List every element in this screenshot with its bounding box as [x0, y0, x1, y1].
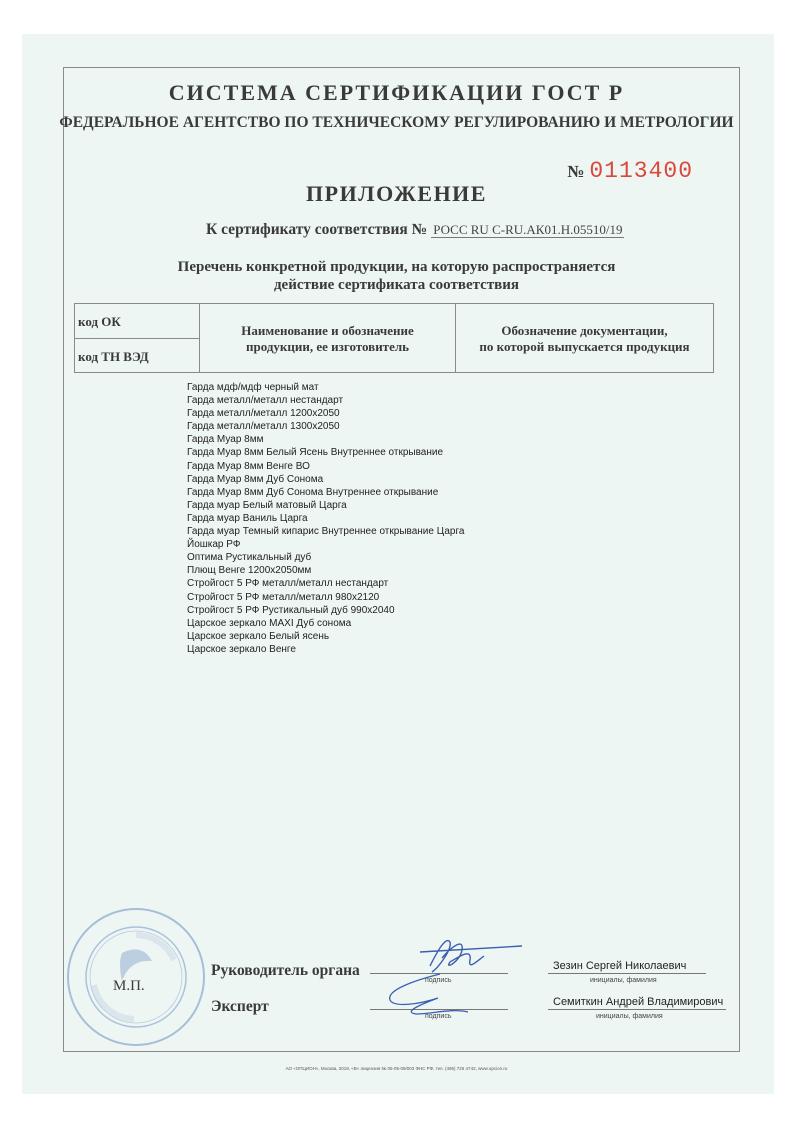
appendix-title: ПРИЛОЖЕНИЕ [306, 181, 487, 206]
code-column [75, 304, 200, 372]
expert-label: Эксперт [211, 998, 269, 1015]
head-name-line [548, 973, 706, 974]
list-item: Гарда металл/металл 1300x2050 [187, 421, 340, 433]
expert-name-line [548, 1009, 726, 1010]
printer-footer: АО «ОПЦИОН», Москва, 2019, «В» лицензия № 05-05-09/003 ФНС РФ, тел. (495) 726 4742, www.opcion.ru [285, 1066, 508, 1071]
name-column [200, 304, 456, 372]
doc-header-line-1: Обозначение документации, [501, 323, 668, 338]
list-item: Плющ Венге 1200x2050мм [187, 565, 312, 577]
list-item: Гарда Муар 8мм Дуб Сонома Внутреннее открывание [187, 486, 439, 498]
agency-title: ФЕДЕРАЛЬНОЕ АГЕНТСТВО ПО ТЕХНИЧЕСКОМУ РЕГУЛИРОВАНИЮ И МЕТРОЛОГИИ [59, 114, 734, 131]
stamp-label: М.П. [113, 978, 145, 994]
list-item: Гарда муар Ваниль Царга [187, 512, 308, 524]
list-title-line-1: Перечень конкретной продукции, на которую распространяется [177, 259, 616, 275]
code-divider [75, 338, 199, 339]
form-number-value: 0113400 [589, 158, 693, 184]
product-list-title [0, 258, 793, 294]
list-item: Царское зеркало Белый ясень [187, 630, 330, 642]
certificate-reference [206, 221, 624, 239]
list-item: Гарда муар Темный кипарис Внутреннее открывание Царга [187, 526, 465, 538]
list-title-line-2: действие сертификата соответствия [273, 277, 520, 293]
list-item: Йошкар РФ [187, 539, 241, 551]
code-tnved-label: код ТН ВЭД [78, 349, 149, 364]
list-item: Гарда Муар 8мм Дуб Сонома [187, 473, 324, 485]
list-item: Гарда муар Белый матовый Царга [187, 499, 347, 511]
system-title: СИСТЕМА СЕРТИФИКАЦИИ ГОСТ Р [168, 80, 625, 105]
expert-name-caption: инициалы, фамилия [596, 1013, 663, 1020]
list-item: Гарда Муар 8мм Венге ВО [187, 460, 310, 472]
doc-header-line-2: по которой выпускается продукция [479, 339, 690, 354]
list-item: Гарда металл/металл 1200x2050 [187, 408, 340, 420]
certificate-number: РОСС RU С-RU.АК01.Н.05510/19 [433, 222, 623, 237]
head-label: Руководитель органа [211, 962, 360, 979]
head-name: Зезин Сергей Николаевич [553, 960, 687, 972]
doc-column-header [456, 323, 713, 355]
list-item: Гарда мдф/мдф черный мат [187, 382, 319, 393]
handwritten-signature [380, 928, 530, 1018]
list-item: Гарда Муар 8мм Белый Ясень Внутреннее открывание [187, 447, 444, 459]
code-ok-label: код ОК [78, 314, 121, 329]
list-item: Оптима Рустикальный дуб [187, 552, 312, 564]
list-item: Стройгост 5 РФ металл/металл 980x2120 [187, 591, 380, 603]
name-header-line-2: продукции, ее изготовитель [245, 339, 410, 354]
list-item: Гарда металл/металл нестандарт [187, 395, 344, 407]
list-item: Гарда Муар 8мм [187, 434, 264, 446]
expert-sign-caption: подпись [425, 1013, 452, 1020]
expert-name: Семиткин Андрей Владимирович [553, 996, 724, 1008]
head-sign-caption: подпись [425, 977, 452, 984]
doc-column [456, 304, 713, 372]
name-header-line-1: Наименование и обозначение [241, 323, 414, 338]
product-list [187, 381, 464, 656]
header-table [74, 303, 714, 373]
stamp-seal [64, 905, 208, 1049]
certificate-label: К сертификату соответствия № [206, 221, 428, 238]
head-name-caption: инициалы, фамилия [590, 977, 657, 984]
list-item: Стройгост 5 РФ Рустикальный дуб 990x2040 [187, 604, 395, 616]
list-item: Царское зеркало Венге [187, 643, 296, 655]
name-column-header [200, 323, 455, 355]
list-item: Царское зеркало MAXI Дуб сонома [187, 617, 352, 629]
number-sign: № [567, 162, 585, 181]
list-item: Стройгост 5 РФ металл/металл нестандарт [187, 578, 389, 590]
